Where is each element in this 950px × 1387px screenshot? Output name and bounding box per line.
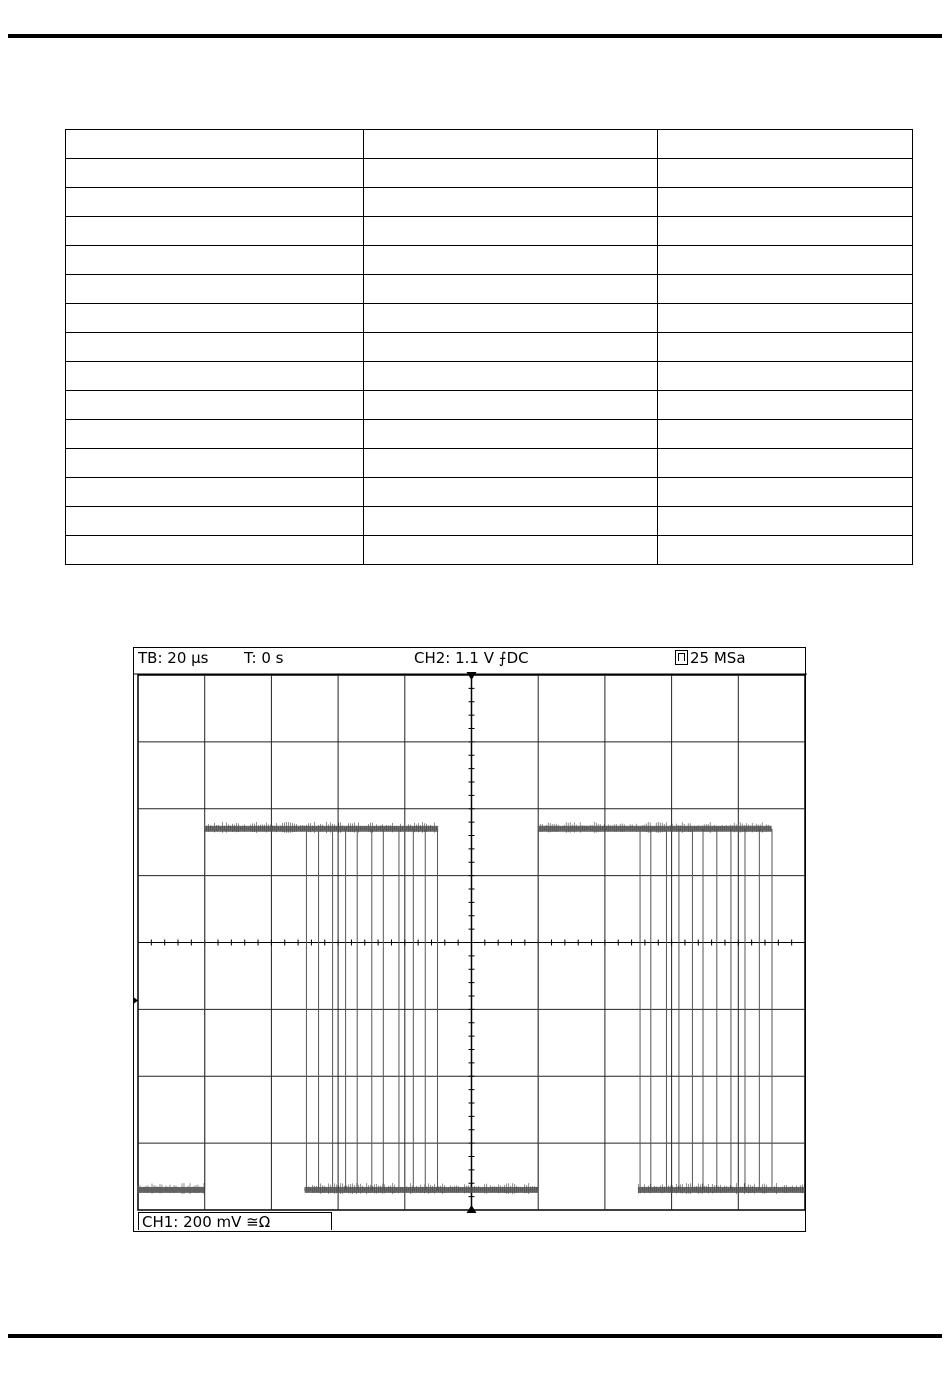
waveform-high-segment xyxy=(538,826,771,832)
bottom-rule xyxy=(8,1334,942,1338)
table-cell xyxy=(658,420,913,449)
table-row xyxy=(66,130,913,159)
table-row xyxy=(66,217,913,246)
top-rule xyxy=(8,34,942,38)
table-row xyxy=(66,246,913,275)
table-cell xyxy=(66,130,364,159)
table-cell xyxy=(658,217,913,246)
table-cell xyxy=(364,130,658,159)
scope-display xyxy=(134,648,807,1233)
table-cell xyxy=(66,507,364,536)
table-cell xyxy=(66,420,364,449)
table-cell xyxy=(658,246,913,275)
table-cell xyxy=(658,362,913,391)
table-cell xyxy=(66,217,364,246)
table-cell xyxy=(66,159,364,188)
data-table xyxy=(65,129,913,565)
table-cell xyxy=(658,304,913,333)
ch2-setting-label: CH2: 1.1 V ⨍DC xyxy=(414,649,529,667)
table-row xyxy=(66,420,913,449)
table-row xyxy=(66,536,913,565)
table-cell xyxy=(66,362,364,391)
timebase-label: TB: 20 µs xyxy=(138,649,209,667)
table-cell xyxy=(66,391,364,420)
trigger-marker-top xyxy=(467,672,477,680)
table-row xyxy=(66,333,913,362)
table-cell xyxy=(66,304,364,333)
table-row xyxy=(66,449,913,478)
table-cell xyxy=(658,449,913,478)
table-row xyxy=(66,478,913,507)
table-cell xyxy=(66,536,364,565)
table-cell xyxy=(364,478,658,507)
sample-rate-readout xyxy=(675,649,746,667)
table-cell xyxy=(364,159,658,188)
table-cell xyxy=(658,507,913,536)
table-cell xyxy=(66,246,364,275)
table-cell xyxy=(364,246,658,275)
table-cell xyxy=(364,449,658,478)
table-cell xyxy=(658,130,913,159)
table-cell xyxy=(658,536,913,565)
table-cell xyxy=(658,188,913,217)
acquisition-mode-icon xyxy=(675,650,688,665)
table-cell xyxy=(364,333,658,362)
table-cell xyxy=(364,304,658,333)
table-cell xyxy=(364,507,658,536)
table-cell xyxy=(66,333,364,362)
table-cell xyxy=(66,478,364,507)
trigger-time-label: T: 0 s xyxy=(244,649,284,667)
table-cell xyxy=(658,159,913,188)
table-row xyxy=(66,362,913,391)
table-cell xyxy=(364,391,658,420)
table-row xyxy=(66,507,913,536)
table-row xyxy=(66,275,913,304)
table-cell xyxy=(66,449,364,478)
table-cell xyxy=(364,536,658,565)
table-cell xyxy=(658,333,913,362)
table-row xyxy=(66,304,913,333)
table-cell xyxy=(364,275,658,304)
trigger-marker-bottom xyxy=(467,1205,477,1213)
table-cell xyxy=(658,275,913,304)
table-cell xyxy=(364,188,658,217)
table-row xyxy=(66,391,913,420)
waveform-low-segment xyxy=(305,1187,538,1193)
table-row xyxy=(66,188,913,217)
table-cell xyxy=(658,478,913,507)
waveform-high-segment xyxy=(205,826,438,832)
table-row xyxy=(66,159,913,188)
ch1-setting-label: CH1: 200 mV ≅Ω xyxy=(138,1212,332,1230)
table-cell xyxy=(66,275,364,304)
sample-rate-label: 25 MSa xyxy=(690,649,746,667)
table-cell xyxy=(364,420,658,449)
table-cell xyxy=(66,188,364,217)
table-cell xyxy=(364,217,658,246)
oscilloscope-capture xyxy=(133,647,806,1232)
table-cell xyxy=(658,391,913,420)
table-cell xyxy=(364,362,658,391)
